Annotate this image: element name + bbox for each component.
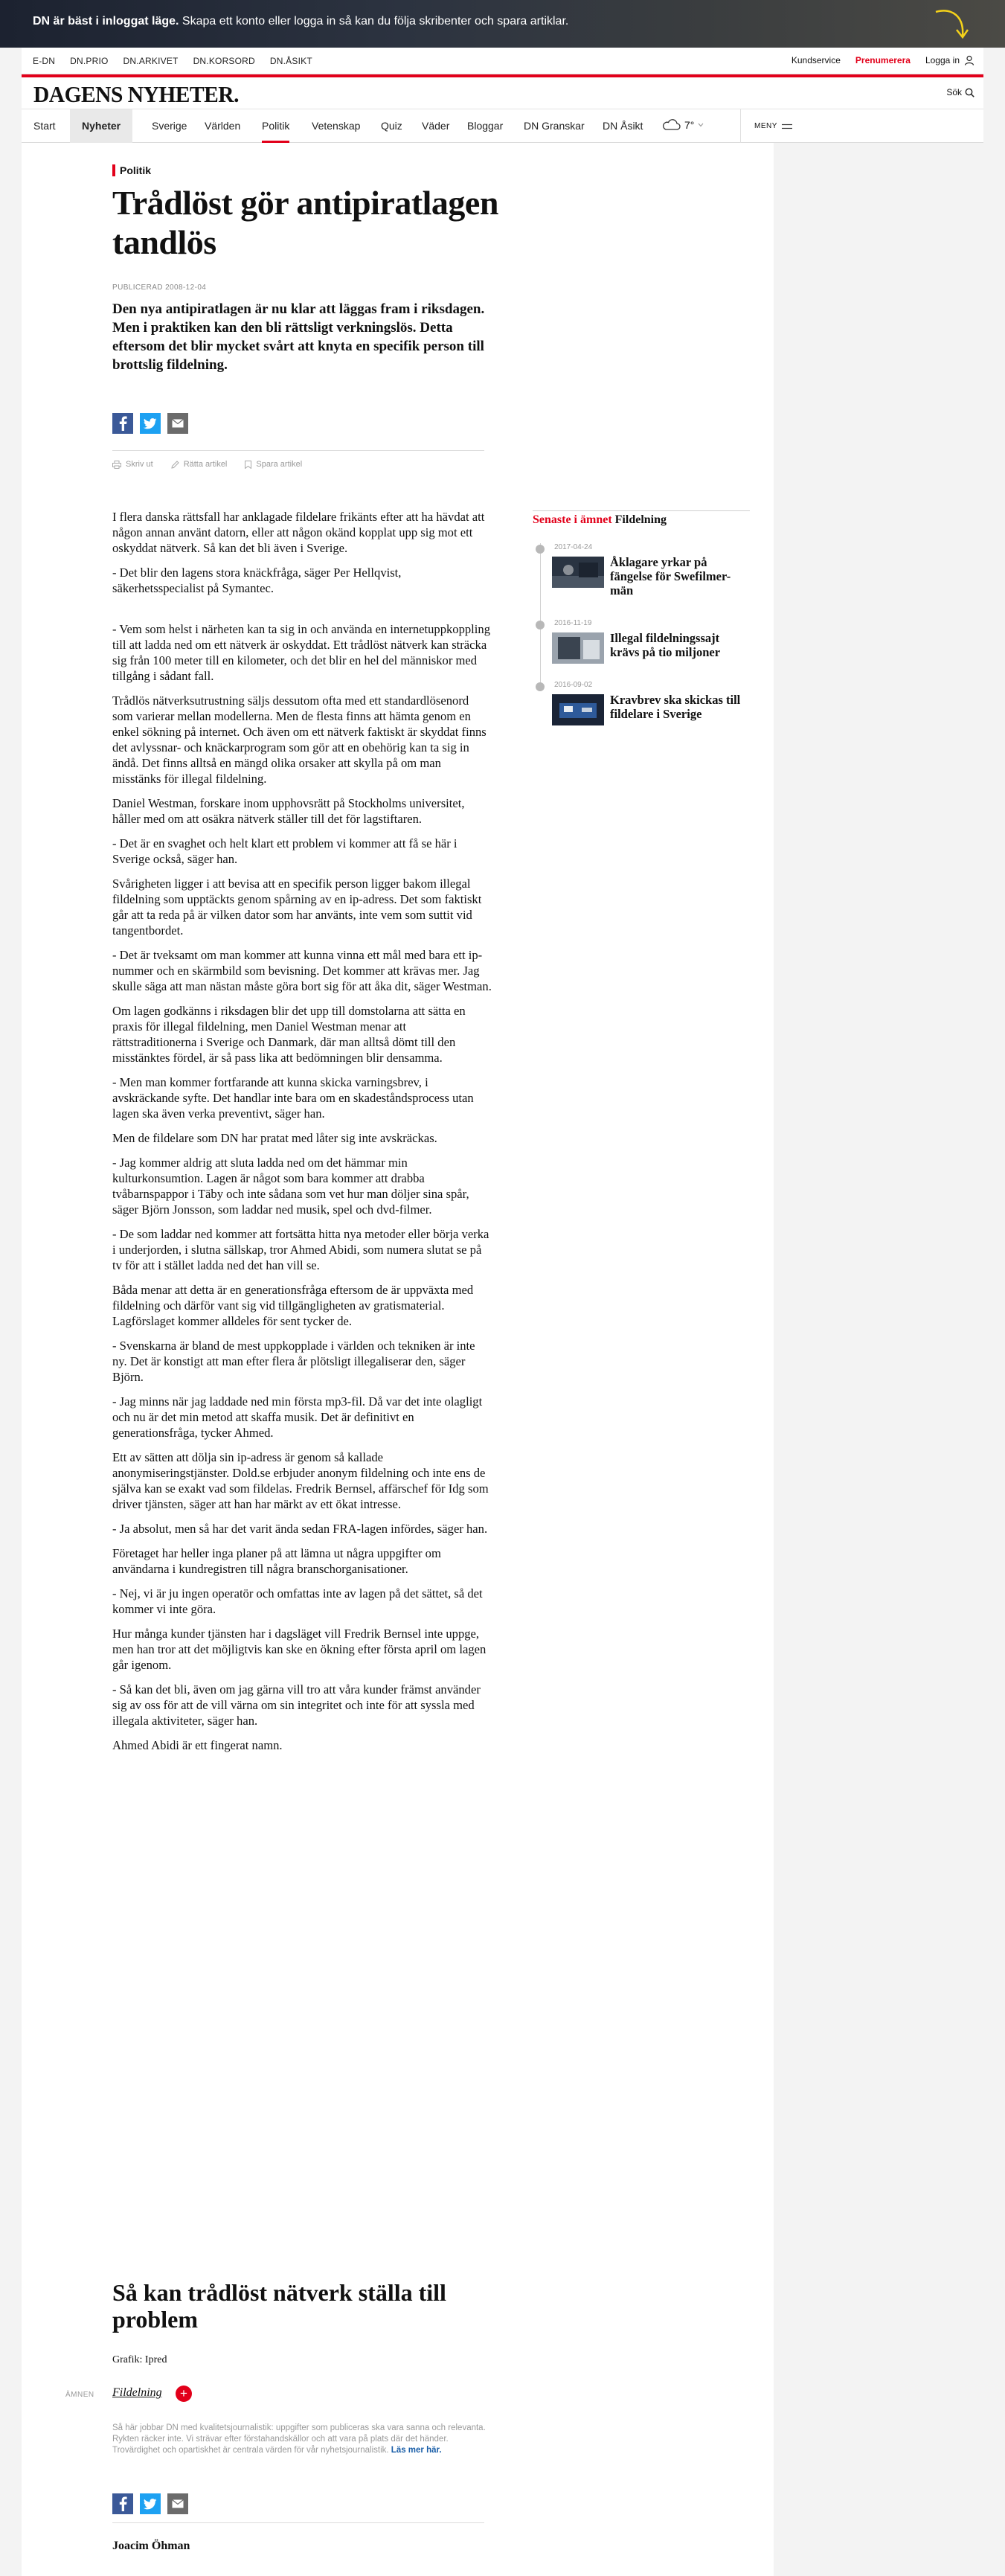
- correct-article-label: Rätta artikel: [183, 460, 228, 469]
- nav-item-sverige[interactable]: Sverige: [152, 120, 187, 132]
- nav-item-vader[interactable]: Väder: [422, 120, 450, 132]
- latest-item-thumbnail: [552, 632, 604, 664]
- latest-item-date: 2016-09-02: [554, 681, 593, 689]
- email-share-button[interactable]: [167, 2493, 188, 2514]
- share-buttons-top: [112, 413, 188, 434]
- body-paragraph: - Nej, vi är ju ingen operatör och omfattas inte av lagen på det sättet, så det kommer vi inte göra.: [112, 1586, 483, 1616]
- utility-bar: [22, 48, 983, 74]
- body-paragraph: - Jag kommer aldrig att sluta ladda ned om det hämmar min kulturkonsumtion. Lagen är något som bara kommer att drabba tvåbarnspappor i Täby och inte sådana som vet hur man döljer sina spår, säger Björn Jonsson, som laddar ned musik, spel och dvd-filmer.: [112, 1156, 469, 1217]
- article-title: Trådlöst gör antipiratlagen tandlös: [112, 184, 498, 261]
- login-banner-bold: DN är bäst i inloggat läge.: [33, 15, 179, 28]
- latest-item-thumbnail: [552, 557, 604, 588]
- latest-label: Senaste i ämnet: [533, 513, 612, 526]
- tools-divider: [112, 450, 484, 451]
- body-paragraph: - Det blir den lagens stora knäckfråga, säger Per Hellqvist, säkerhetsspecialist på Symantec.: [112, 565, 402, 595]
- body-paragraph: - Det är tveksamt om man kommer att kunna vinna ett mål med bara ett ip-nummer och en skärmbild som bevisning. Det kommer att krävas mer. Jag skulle säga att man nästan måste göra bort sig för att åka dit, säger Westman.: [112, 948, 492, 993]
- cloud-icon: [661, 119, 681, 131]
- article-tools: [112, 460, 302, 469]
- util-link-prio[interactable]: DN.PRIO: [70, 56, 109, 66]
- body-paragraph: - Jag minns när jag laddade ned min första mp3-fil. Då var det inte olagligt och nu är det min metod att skaffa musik. Det är definitivt en generationsfråga, tycker Ahmed.: [112, 1394, 483, 1440]
- search-icon: [965, 88, 975, 97]
- nav-item-politik[interactable]: Politik: [262, 109, 289, 143]
- twitter-share-button[interactable]: [140, 413, 161, 434]
- facebook-icon: [118, 2496, 127, 2511]
- quality-disclaimer: [112, 2423, 492, 2456]
- body-paragraph: Men de fildelare som DN har pratat med låter sig inte avskräckas.: [112, 1131, 437, 1145]
- author-name[interactable]: Joacim Öhman: [112, 2540, 190, 2552]
- twitter-icon: [144, 2499, 157, 2510]
- body-paragraph: Ett av sätten att dölja sin ip-adress är genom så kallade anonymiseringstjänster. Dold.se erbjuder anonym fildelning och inte ens de själva kan se exakt vad som fildelas. Fredrik Bernsel, affärschef för Idg som driver tjänsten, säger att han har märkt av ett ökat intresse.: [112, 1450, 489, 1511]
- share-buttons-bottom: [112, 2493, 188, 2514]
- menu-label: MENY: [754, 121, 777, 130]
- nav-item-start[interactable]: Start: [33, 120, 56, 132]
- topic-link-fildelning[interactable]: Fildelning: [112, 2386, 162, 2399]
- print-button[interactable]: [112, 460, 153, 469]
- util-link-edn[interactable]: E-DN: [33, 56, 56, 66]
- twitter-icon: [144, 418, 157, 429]
- timeline-dot: [536, 682, 545, 691]
- chevron-down-icon: [698, 123, 704, 127]
- timeline-dot: [536, 621, 545, 629]
- curved-arrow-icon: [930, 6, 975, 45]
- latest-item-date: 2016-11-19: [554, 619, 592, 627]
- nav-item-nyheter[interactable]: Nyheter: [70, 109, 132, 143]
- body-paragraph: - Ja absolut, men så har det varit ända sedan FRA-lagen infördes, säger han.: [112, 1522, 488, 1536]
- customer-service-link[interactable]: Kundservice: [791, 55, 841, 65]
- nav-item-vetenskap[interactable]: Vetenskap: [312, 120, 361, 132]
- body-paragraph: I flera danska rättsfall har anklagade fildelare frikänts efter att ha hävdat att någon annan använt datorn, eller att någon okänd kopplat upp sig mot ett oskyddat nätverk. Så kan det bli även i Sverige.: [112, 510, 485, 555]
- login-banner-text[interactable]: [33, 15, 568, 28]
- body-paragraph: Båda menar att detta är en generationsfråga eftersom de är uppväxta med fildelning och därför vant sig vid tillgängligheten av gratismaterial. Lagförslaget kommer alldeles för sent tycker de.: [112, 1283, 474, 1328]
- weather-widget[interactable]: [661, 119, 704, 131]
- latest-in-topic-heading: [533, 513, 667, 527]
- body-paragraph: Hur många kunder tjänsten har i dagsläget vill Fredrik Bernsel inte uppge, men han tror att det möjligtvis kan ske en ökning efter första april om lagen går igenom.: [112, 1627, 487, 1672]
- read-more-link[interactable]: Läs mer här.: [391, 2446, 442, 2455]
- facebook-share-button[interactable]: [112, 413, 133, 434]
- latest-item-title: Illegal fildelningssajt krävs på tio miljoner: [610, 631, 721, 659]
- util-link-korsord[interactable]: DN.KORSORD: [193, 56, 255, 66]
- body-paragraph: Trådlös nätverksutrustning säljs dessutom ofta med ett standardlösenord som varierar mellan modellerna. Men de flesta finns att hämta genom en enkel sökning på internet. Och även om ett nätverk faktiskt är skyddat finns det avlyssnar- och knäckarprogram som gör att en obehörig kan ta sig in ändå. Det finns alltså en mängd olika orsaker att skylla på om man misstänks för illegal fildelning.: [112, 693, 487, 786]
- latest-item-title: Kravbrev ska skickas till fildelare i Sverige: [610, 693, 741, 721]
- email-share-button[interactable]: [167, 413, 188, 434]
- body-paragraph: Ahmed Abidi är ett fingerat namn.: [112, 1738, 283, 1752]
- login-banner[interactable]: [0, 0, 1005, 48]
- body-paragraph: - Men man kommer fortfarande att kunna skicka varningsbrev, i avskräckande syfte. Det handlar inte bara om en skadeståndsprocess utan lagen ska även verka preventivt, säger han.: [112, 1075, 474, 1121]
- disclaimer-text: Så här jobbar DN med kvalitetsjournalistik: uppgifter som publiceras ska vara sanna och relevanta. Rykten räcker inte. Vi strävar efter förstahandskällor och att vara på plats där det händer. Trovärdighet och opartiskhet är centrala värden för vår nyhetsjournalistik.: [112, 2423, 486, 2455]
- masthead: [22, 77, 983, 109]
- nav-item-quiz[interactable]: Quiz: [381, 120, 402, 132]
- latest-item-date: 2017-04-24: [554, 543, 593, 551]
- body-paragraph: Företaget har heller inga planer på att lämna ut några uppgifter om användarna i kundregistren till några branschorganisationer.: [112, 1546, 441, 1576]
- body-paragraph: - Svenskarna är bland de mest uppkopplade i världen och tekniken är inte ny. Det är konstigt att man efter flera år plötsligt illegaliserar den, säger Björn.: [112, 1339, 475, 1384]
- body-paragraph: Om lagen godkänns i riksdagen blir det upp till domstolarna att sätta en praxis för illegal fildelning, men Daniel Westman menar att rättstraditionerna i Sverige och Danmark, där man alltså dömt till den misstänktes fördel, är så pass lika att bedömningen blir densamma.: [112, 1004, 466, 1065]
- body-paragraph: Daniel Westman, forskare inom upphovsrätt på Stockholms universitet, håller med om att osäkra nätverk ställer till det för lagstiftaren.: [112, 796, 465, 826]
- util-link-asikt[interactable]: DN.ÅSIKT: [269, 56, 312, 66]
- bookmark-icon: [245, 461, 251, 469]
- facebook-share-button[interactable]: [112, 2493, 133, 2514]
- right-gutter: [774, 143, 983, 2576]
- subscribe-link[interactable]: Prenumerera: [855, 55, 911, 65]
- nav-item-bloggar[interactable]: Bloggar: [467, 120, 504, 132]
- follow-topic-button[interactable]: [176, 2386, 192, 2402]
- topics-label: ÄMNEN: [65, 2391, 94, 2399]
- body-paragraph: Svårigheten ligger i att bevisa att en specifik person ligger bakom illegal fildelning som upptäckts genom spårning av en ip-adress. Det som faktiskt går att ta reda på är vilken dator som har använts, inte vem som suttit vid tangentbordet.: [112, 877, 482, 938]
- correct-article-button[interactable]: [171, 460, 228, 469]
- factbox-title: Så kan trådlöst nätverk ställa till problem: [112, 2279, 446, 2333]
- envelope-icon: [172, 419, 184, 428]
- menu-button[interactable]: [740, 109, 792, 143]
- nav-item-varlden[interactable]: Världen: [205, 120, 241, 132]
- hamburger-icon: [782, 124, 792, 129]
- latest-item-title: Åklagare yrkar på fängelse för Swefilmer-män: [610, 555, 731, 597]
- body-paragraph: - De som laddar ned kommer att fortsätta hitta nya metoder eller börja verka i underjorden, i slutna sällskap, tror Ahmed Abidi, som numera slutat se på tv för att i stället ladda ned det han vill se.: [112, 1227, 489, 1272]
- login-banner-message: Skapa ett konto eller logga in så kan du följa skribenter och spara artiklar.: [179, 15, 569, 28]
- pencil-icon: [171, 461, 179, 469]
- article-ingress: Den nya antipiratlagen är nu klar att läggas fram i riksdagen. Men i praktiken kan den bli rättsligt verkningslös. Detta eftersom det blir mycket svårt att knyta en specifik person till brottslig fildelning.: [112, 301, 485, 373]
- author-divider: [112, 2522, 484, 2523]
- login-button[interactable]: [925, 55, 975, 65]
- article-kicker[interactable]: Politik: [112, 164, 151, 176]
- timeline-dot: [536, 545, 545, 554]
- printer-icon: [112, 461, 121, 469]
- nav-item-dn-asikt[interactable]: DN Åsikt: [603, 120, 643, 132]
- util-link-arkivet[interactable]: DN.ARKIVET: [123, 56, 179, 66]
- timeline-line: [540, 543, 541, 685]
- twitter-share-button[interactable]: [140, 2493, 161, 2514]
- facebook-icon: [118, 416, 127, 431]
- body-paragraph: - Det är en svaghet och helt klart ett problem vi kommer att få se här i Sverige också, säger han.: [112, 836, 457, 866]
- save-article-button[interactable]: [245, 460, 302, 469]
- plus-icon: +: [180, 2386, 187, 2400]
- save-article-label: Spara artikel: [256, 460, 303, 469]
- search-button[interactable]: [946, 87, 975, 97]
- utility-actions: [792, 55, 975, 65]
- weather-temperature: 7°: [684, 119, 695, 131]
- search-label: Sök: [946, 87, 962, 97]
- nav-item-dn-granskar[interactable]: DN Granskar: [524, 120, 585, 132]
- latest-topic[interactable]: Fildelning: [614, 513, 667, 526]
- latest-divider: [533, 510, 750, 511]
- latest-item-thumbnail: [552, 694, 604, 725]
- body-paragraph: - Vem som helst i närheten kan ta sig in och använda en internetuppkoppling till att ladda ned om ett nätverk är oskyddat. Ett trådlöst nätverk kan sträcka sig från 100 meter till en kilometer, och det blir en hel del människor med tillgång i sådant fall.: [112, 622, 490, 683]
- article-body: [112, 509, 492, 1762]
- body-paragraph: - Så kan det bli, även om jag gärna vill tro att våra kunder främst använder sig av oss för att de vill värna om sin integritet och inte för att syssla med illegala aktiviteter, säger han.: [112, 1682, 481, 1728]
- login-label: Logga in: [925, 55, 960, 65]
- user-icon: [964, 55, 975, 65]
- print-label: Skriv ut: [126, 460, 153, 469]
- graphic-credit: Grafik: Ipred: [112, 2354, 167, 2365]
- utility-links: [33, 56, 312, 66]
- main-nav: [22, 109, 983, 143]
- envelope-icon: [172, 2499, 184, 2508]
- dn-logo[interactable]: DAGENS NYHETER.: [33, 81, 239, 107]
- publish-date: PUBLICERAD 2008-12-04: [112, 283, 207, 292]
